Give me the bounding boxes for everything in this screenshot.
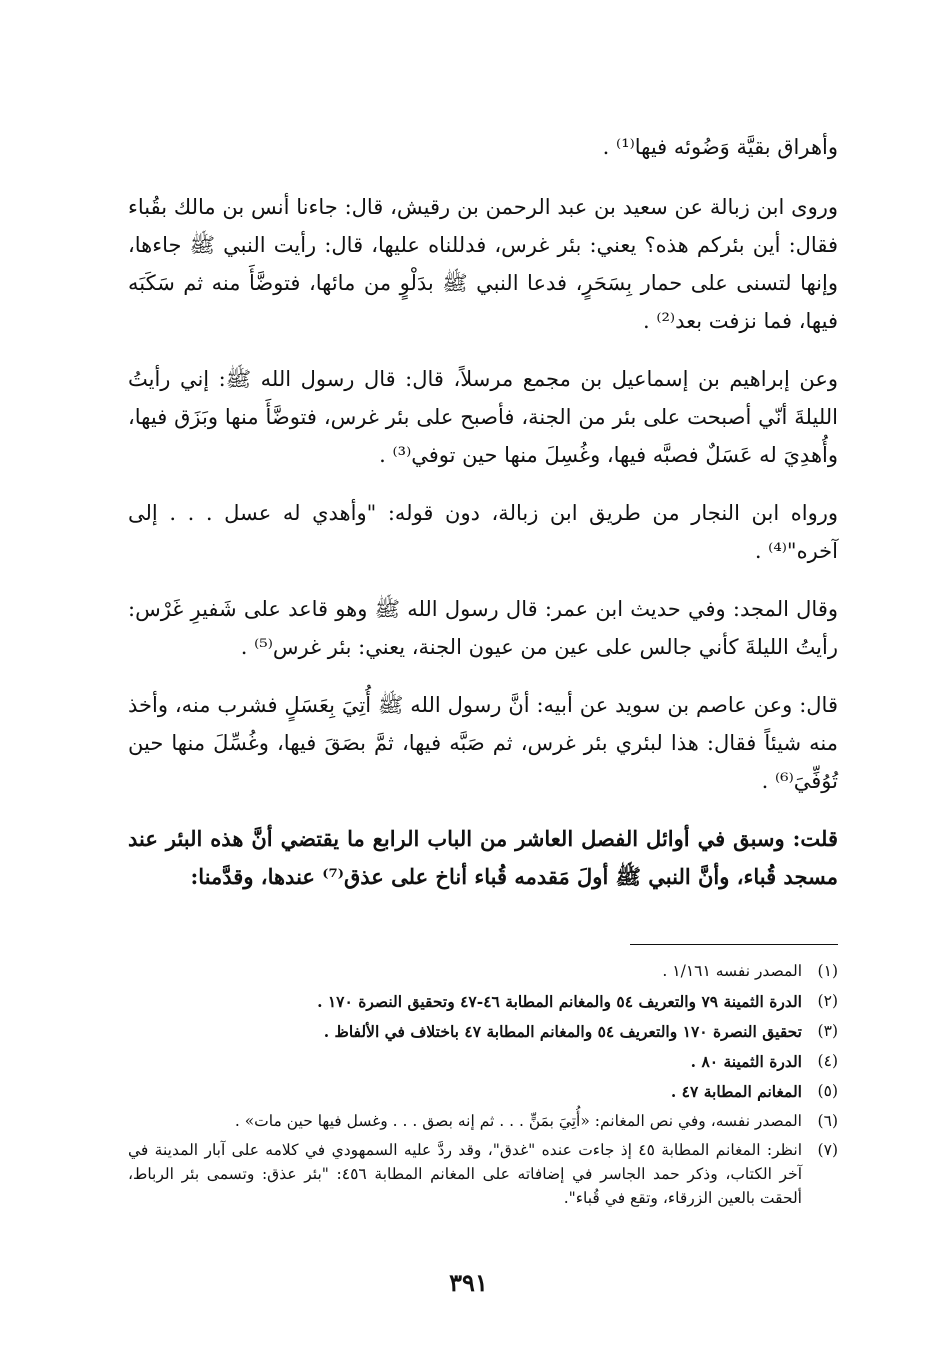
footnote-3 bbox=[128, 1018, 838, 1045]
footnote-number: (٣) bbox=[817, 1022, 838, 1040]
footnote-6 bbox=[128, 1108, 838, 1135]
footnote-separator bbox=[630, 944, 838, 945]
footnote-text: الدرة الثمينة ٧٩ والتعريف ٥٤ والمغانم المطابة ٤٦-٤٧ وتحقيق النصرة ١٧٠ . bbox=[317, 992, 802, 1011]
footnote-4 bbox=[128, 1048, 838, 1075]
footnote-text: المغانم المطابة ٤٧ . bbox=[670, 1082, 802, 1101]
footnote-2 bbox=[128, 988, 838, 1015]
paragraph-3: وعن إبراهيم بن إسماعيل بن مجمع مرسلاً، قال: قال رسول الله ﷺ: إني رأيتُ الليلةَ أنّي أصبحت على بئر من الجنة، فأصبح على بئر غرس، فتوضَّأَ منها وبَزَق فيها، وأُهدِيَ له عَسَلٌ فصبَّه فيها، وغُسِلَ منها حين توفي⁽³⁾ . bbox=[128, 367, 838, 467]
footnote-number: (٢) bbox=[817, 992, 838, 1010]
footnote-1 bbox=[128, 958, 838, 985]
page-number: ٣٩١ bbox=[449, 1268, 488, 1297]
footnote-7 bbox=[128, 1138, 838, 1210]
paragraph-2: وروى ابن زبالة عن سعيد بن عبد الرحمن بن رقيش، قال: جاءنا أنس بن مالك بقُباء فقال: أين بئركم هذه؟ يعني: بئر غرس، فدللناه عليها، قال: رأيت النبي ﷺ جاءها، وإنها لتسنى على حمار بِسَحَرٍ، فدعا النبي ﷺ بدَلْوٍ من مائها، فتوضَّأَ منه ثم سَكَبَه فيها، فما نزفت بعد⁽²⁾ . bbox=[128, 195, 838, 333]
footnotes bbox=[128, 958, 838, 1213]
footnote-number: (٧) bbox=[817, 1141, 838, 1159]
paragraph-5: وقال المجد: وفي حديث ابن عمر: قال رسول الله ﷺ وهو قاعد على شَفيرِ غَرْس: رأيتُ الليلةَ كأني جالس على عين من عيون الجنة، يعني: بئر غرس⁽⁵⁾ . bbox=[128, 597, 838, 659]
footnote-5 bbox=[128, 1078, 838, 1105]
paragraph-4: ورواه ابن النجار من طريق ابن زبالة، دون قوله: "وأهدي له عسل . . . إلى آخره"⁽⁴⁾ . bbox=[128, 501, 838, 563]
footnote-text: تحقيق النصرة ١٧٠ والتعريف ٥٤ والمغانم المطابة ٤٧ باختلاف في الألفاظ . bbox=[323, 1022, 802, 1041]
footnote-number: (١) bbox=[817, 962, 838, 980]
footnote-number: (٤) bbox=[817, 1052, 838, 1070]
footnote-text: المصدر نفسه، وفي نص المغانم: «أُتِيَ بمَنٍّ . . . ثم إنه بصق . . . وغسل فيها حين مات» . bbox=[234, 1112, 802, 1130]
main-text bbox=[128, 128, 838, 916]
footnote-text: الدرة الثمينة ٨٠ . bbox=[690, 1052, 802, 1071]
paragraph-7: قلت: وسبق في أوائل الفصل العاشر من الباب الرابع ما يقتضي أنَّ هذه البئر عند مسجد قُباء، وأنَّ النبي ﷺ أولَ مَقدمه قُباء أناخ على عذق⁽⁷⁾ عندها، وقدَّمنا: bbox=[128, 826, 839, 889]
paragraph-6: قال: وعن عاصم بن سويد عن أبيه: أنَّ رسول الله ﷺ أُتِيَ بِعَسَلٍ فشرب منه، وأخذ منه شيئاً فقال: هذا لبئري بئر غرس، ثم صَبَّه فيها، ثمَّ بصَقَ فيها، وغُسِّلَ منها حين تُوُفِّيَ⁽⁶⁾ . bbox=[128, 693, 838, 793]
footnote-text: المصدر نفسه ١/١٦١ . bbox=[662, 962, 802, 980]
footnote-number: (٥) bbox=[817, 1082, 838, 1100]
paragraph-1: وأهراق بقيَّة وَضُوئه فيها⁽¹⁾ . bbox=[602, 135, 838, 159]
footnote-text: انظر: المغانم المطابة ٤٥ إذ جاءت عنده "غدق"، وقد ردَّ عليه السمهودي في كلامه على آبار المدينة في آخر الكتاب، وذكر حمد الجاسر في إضافاته على المغانم المطابة ٤٥٦: "بئر عذق: وتسمى بئر الرباط، ألحقت بالعين الزرقاء، وتقع في قُباء". bbox=[128, 1141, 802, 1207]
footnote-number: (٦) bbox=[817, 1112, 838, 1130]
